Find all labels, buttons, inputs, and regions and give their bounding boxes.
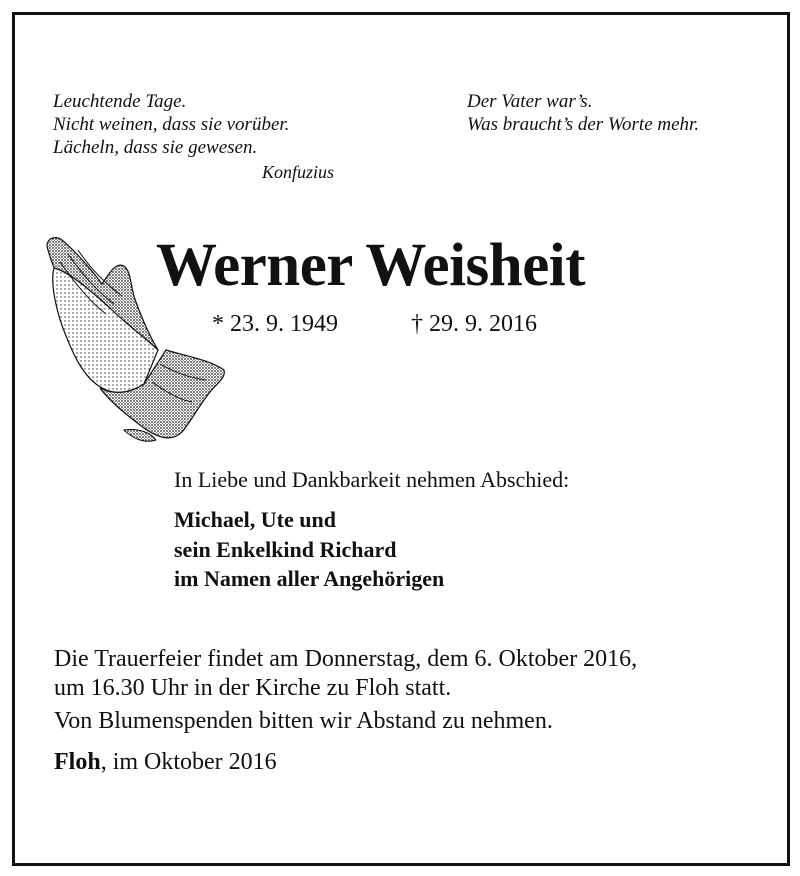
funeral-info-line: um 16.30 Uhr in der Kirche zu Floh statt.	[54, 675, 452, 701]
mourner-line: Michael, Ute und	[174, 507, 336, 532]
mourners-list	[174, 505, 444, 594]
place-date	[54, 747, 277, 777]
deceased-name: Werner Weisheit	[156, 232, 586, 299]
birth-date: * 23. 9. 1949	[212, 311, 338, 337]
farewell-intro: In Liebe und Dankbarkeit nehmen Abschied:	[174, 467, 570, 492]
funeral-info-line: Die Trauerfeier findet am Donnerstag, dem 6. Oktober 2016,	[54, 646, 638, 672]
quote-left	[53, 90, 373, 159]
quote-left-line: Nicht weinen, dass sie vorüber.	[53, 114, 290, 135]
signature-date: , im Oktober 2016	[100, 749, 277, 775]
quote-author: Konfuzius	[262, 162, 335, 182]
flowers-note: Von Blumenspenden bitten wir Abstand zu nehmen.	[54, 708, 553, 734]
funeral-info	[54, 645, 637, 703]
death-date: † 29. 9. 2016	[411, 311, 537, 337]
place-name: Floh	[54, 749, 101, 775]
mourner-line: sein Enkelkind Richard	[174, 536, 397, 562]
quote-right-line: Was braucht’s der Worte mehr.	[467, 114, 700, 135]
quote-right-line: Der Vater war’s.	[467, 91, 593, 112]
quote-right	[467, 90, 767, 136]
quote-left-line: Lächeln, dass sie gewesen.	[53, 137, 258, 158]
quote-left-line: Leuchtende Tage.	[53, 91, 187, 112]
mourner-line: im Namen aller Angehörigen	[174, 566, 445, 591]
